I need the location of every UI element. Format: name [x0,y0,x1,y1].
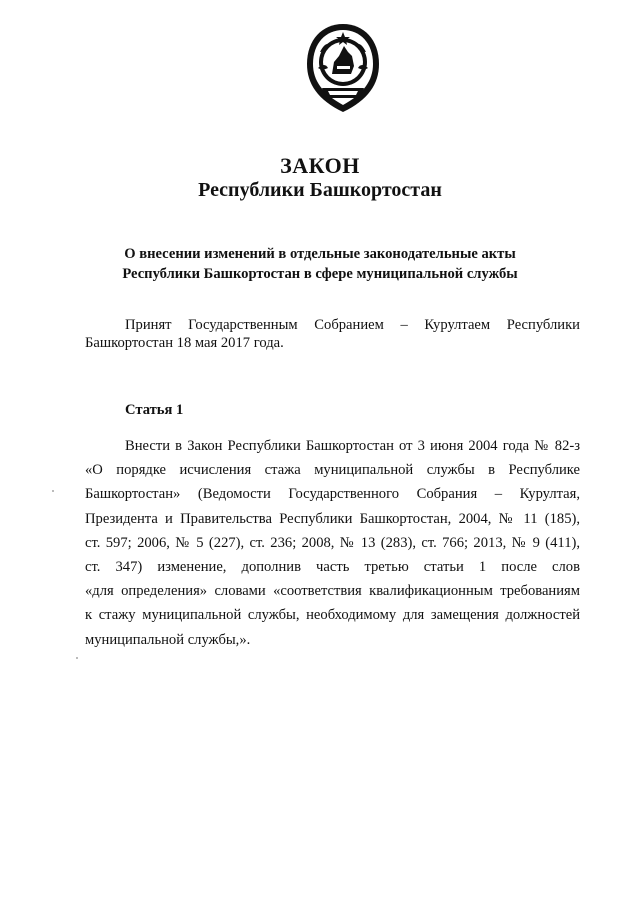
scan-speck [76,657,78,659]
article-1-line: ст. 597; 2006, № 5 (227), ст. 236; 2008, № 13 (283), ст. 766; 2013, № 9 (411), [85,534,580,551]
article-1-line: Президента и Правительства Республики Башкортостан, 2004, № 11 (185), [85,510,580,527]
republic-title: Республики Башкортостан [198,179,442,201]
article-1-line: Башкортостан» (Ведомости Государственного Собрания – Курултая, [85,486,580,503]
article-1-line: «О порядке исчисления стажа муниципальной службы в Республике [85,462,580,479]
article-1-line: «для определения» словами «соответствия квалификационным требованиям [85,583,580,600]
law-title: ЗАКОН [280,153,360,178]
article-1-line: Внести в Закон Республики Башкортостан от 3 июня 2004 года № 82-з [125,438,580,454]
adoption-line-1: Принят Государственным Собранием – Курултаем Республики [125,317,580,333]
adoption-line-2: Башкортостан 18 мая 2017 года. [85,335,284,351]
coat-of-arms-icon [304,22,382,118]
law-subtitle-line-2: Республики Башкортостан в сфере муниципальной службы [122,266,518,282]
article-1-heading: Статья 1 [125,402,184,418]
law-subtitle-line-1: О внесении изменений в отдельные законодательные акты [124,246,516,262]
article-1-line: муниципальной службы,». [85,631,251,648]
article-1-line: к стажу муниципальной службы, необходимому для замещения должностей [85,607,580,624]
article-1-paragraph [85,434,580,652]
scan-speck [52,490,54,492]
adoption-paragraph [85,316,580,352]
article-1-line: ст. 347) изменение, дополнив часть третью статьи 1 после слов [85,559,580,576]
